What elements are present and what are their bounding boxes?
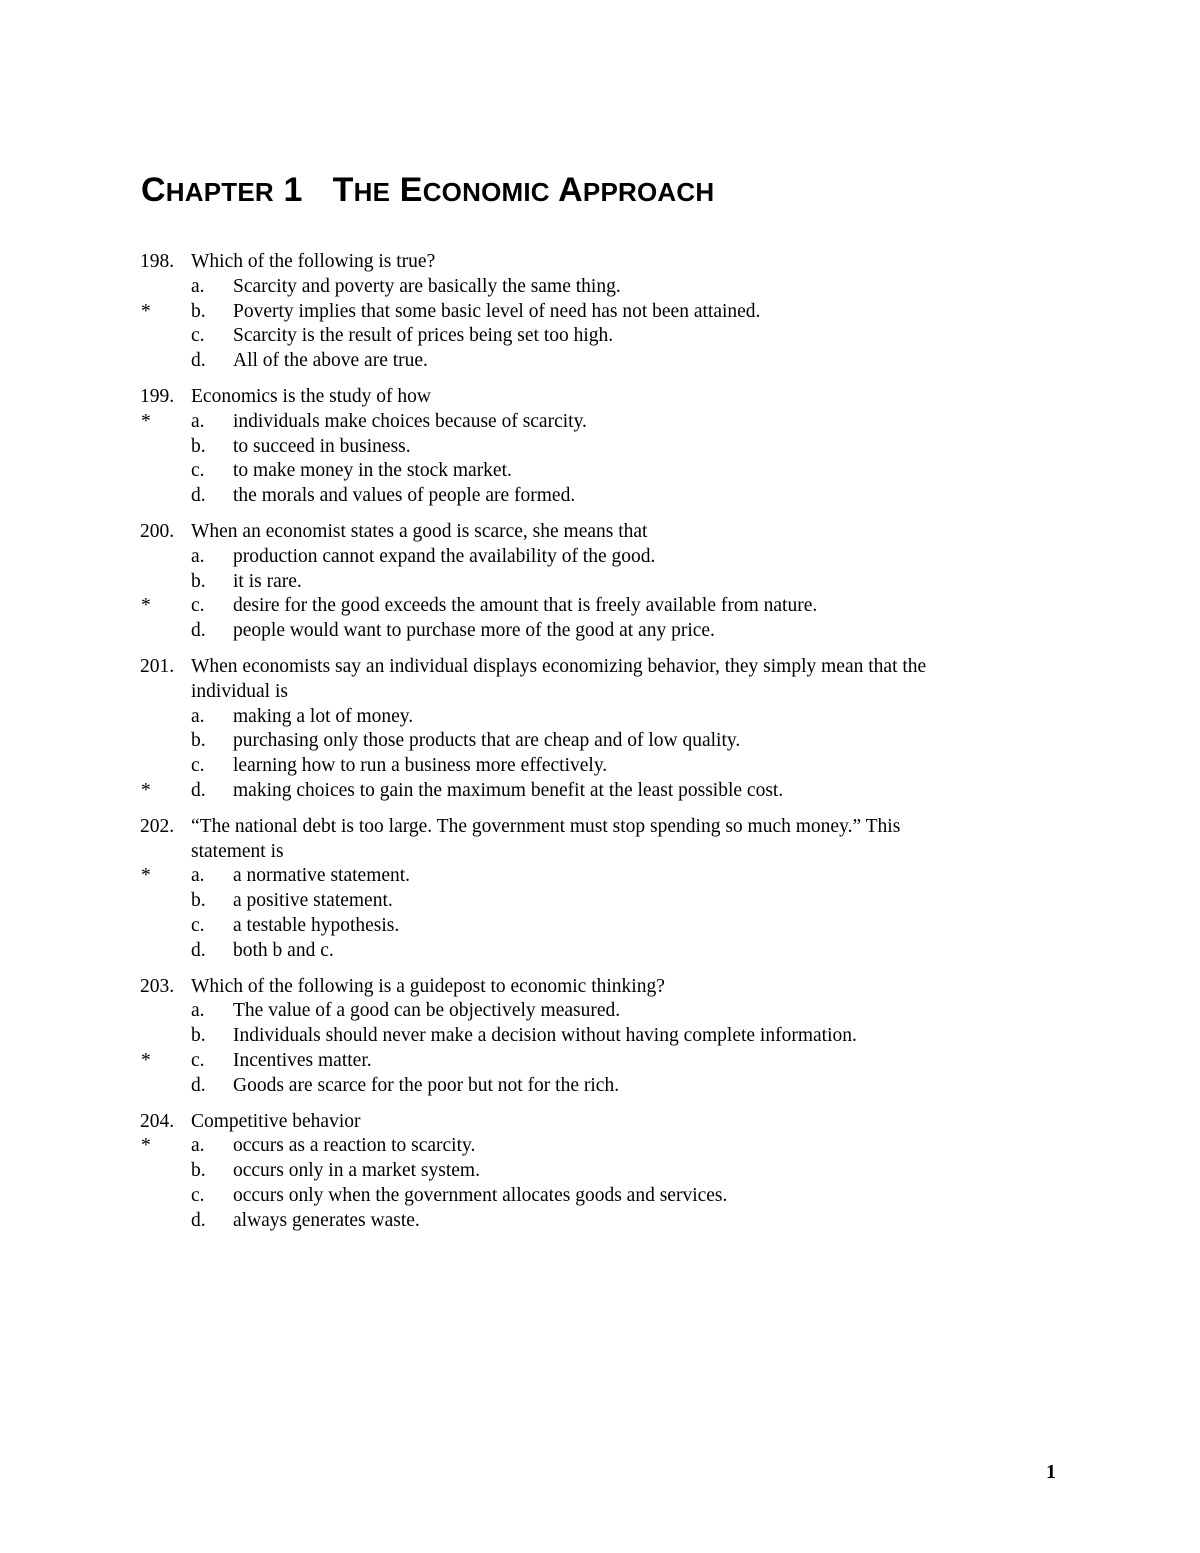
option-letter: a. bbox=[191, 275, 205, 297]
option-letter: b. bbox=[191, 1025, 206, 1047]
option-letter: c. bbox=[191, 460, 205, 482]
option-letter: b. bbox=[191, 890, 206, 912]
question-text: Competitive behavior bbox=[191, 1110, 361, 1132]
option-text: always generates waste. bbox=[233, 1209, 420, 1231]
answer-option bbox=[140, 619, 1040, 644]
question-stem-line bbox=[140, 385, 1040, 410]
question-number: 202. bbox=[140, 815, 175, 837]
option-letter: d. bbox=[191, 779, 206, 801]
question-stem-line bbox=[140, 840, 1040, 865]
option-text: it is rare. bbox=[233, 570, 302, 592]
answer-option bbox=[140, 1184, 1040, 1209]
question-text: When an economist states a good is scarce, she means that bbox=[191, 520, 648, 542]
answer-option bbox=[140, 729, 1040, 754]
answer-option bbox=[140, 999, 1040, 1024]
correct-answer-marker: * bbox=[141, 410, 151, 432]
option-letter: a. bbox=[191, 705, 205, 727]
title-word-rest: PPROACH bbox=[582, 177, 715, 207]
answer-option bbox=[140, 754, 1040, 779]
answer-option bbox=[140, 864, 1040, 889]
option-letter: b. bbox=[191, 435, 206, 457]
option-text: Scarcity and poverty are basically the same thing. bbox=[233, 275, 621, 297]
option-letter: d. bbox=[191, 1209, 206, 1231]
question-item bbox=[140, 975, 1040, 1099]
option-letter: d. bbox=[191, 485, 206, 507]
option-text: learning how to run a business more effectively. bbox=[233, 755, 608, 777]
option-text: Incentives matter. bbox=[233, 1049, 372, 1071]
question-text: statement is bbox=[191, 840, 284, 862]
question-number: 199. bbox=[140, 385, 175, 407]
title-word-initial: T bbox=[332, 171, 354, 209]
title-word-rest: CONOMIC bbox=[422, 177, 550, 207]
question-item bbox=[140, 815, 1040, 964]
option-letter: d. bbox=[191, 1074, 206, 1096]
option-text: Poverty implies that some basic level of need has not been attained. bbox=[233, 300, 761, 322]
answer-option bbox=[140, 435, 1040, 460]
option-letter: d. bbox=[191, 620, 206, 642]
option-text: occurs only in a market system. bbox=[233, 1160, 480, 1182]
answer-option bbox=[140, 705, 1040, 730]
option-text: people would want to purchase more of the good at any price. bbox=[233, 620, 715, 642]
question-text: Which of the following is true? bbox=[191, 251, 436, 272]
question-text: “The national debt is too large. The government must stop spending so much money.” This bbox=[191, 815, 901, 837]
answer-option bbox=[140, 570, 1040, 595]
correct-answer-marker: * bbox=[141, 1049, 151, 1071]
option-text: to succeed in business. bbox=[233, 435, 411, 457]
option-text: making choices to gain the maximum benefit at the least possible cost. bbox=[233, 779, 784, 801]
question-stem-line bbox=[140, 250, 1040, 275]
correct-answer-marker: * bbox=[141, 595, 151, 617]
option-text: The value of a good can be objectively measured. bbox=[233, 1000, 621, 1022]
correct-answer-marker: * bbox=[141, 1135, 151, 1157]
title-word-initial: E bbox=[399, 171, 423, 209]
chapter-word-rest: HAPTER bbox=[165, 177, 274, 207]
page-number: 1 bbox=[1046, 1461, 1056, 1483]
option-letter: c. bbox=[191, 914, 205, 936]
question-text: individual is bbox=[191, 680, 288, 702]
correct-answer-marker: * bbox=[141, 865, 151, 887]
question-item bbox=[140, 655, 1040, 804]
option-letter: c. bbox=[191, 1049, 205, 1071]
option-letter: a. bbox=[191, 1000, 205, 1022]
option-letter: c. bbox=[191, 755, 205, 777]
option-text: a positive statement. bbox=[233, 890, 393, 912]
answer-option bbox=[140, 349, 1040, 374]
question-text: Economics is the study of how bbox=[191, 385, 431, 407]
title-word-rest: HE bbox=[353, 177, 391, 207]
chapter-number: 1 bbox=[283, 171, 303, 209]
option-text: desire for the good exceeds the amount that is freely available from nature. bbox=[233, 595, 818, 617]
answer-option bbox=[140, 1209, 1040, 1234]
option-text: a normative statement. bbox=[233, 865, 411, 887]
option-letter: b. bbox=[191, 730, 206, 752]
question-number: 204. bbox=[140, 1110, 175, 1132]
option-text: production cannot expand the availability of the good. bbox=[233, 545, 656, 567]
correct-answer-marker: * bbox=[141, 300, 151, 322]
option-letter: a. bbox=[191, 865, 205, 887]
chapter-title bbox=[141, 168, 714, 214]
option-letter: c. bbox=[191, 325, 205, 347]
question-item bbox=[140, 520, 1040, 644]
question-stem-line bbox=[140, 680, 1040, 705]
answer-option bbox=[140, 1074, 1040, 1099]
option-text: Goods are scarce for the poor but not for the rich. bbox=[233, 1074, 620, 1096]
option-letter: b. bbox=[191, 1160, 206, 1182]
answer-option bbox=[140, 300, 1040, 325]
question-stem-line bbox=[140, 520, 1040, 545]
option-letter: a. bbox=[191, 1135, 205, 1157]
option-text: Scarcity is the result of prices being set too high. bbox=[233, 325, 614, 347]
option-text: Individuals should never make a decision without having complete information. bbox=[233, 1025, 857, 1047]
answer-option bbox=[140, 939, 1040, 964]
answer-option bbox=[140, 410, 1040, 435]
question-stem-line bbox=[140, 1110, 1040, 1135]
option-letter: a. bbox=[191, 410, 205, 432]
option-letter: d. bbox=[191, 939, 206, 961]
answer-option bbox=[140, 275, 1040, 300]
option-letter: d. bbox=[191, 350, 206, 372]
question-item bbox=[140, 385, 1040, 509]
question-number: 203. bbox=[140, 975, 175, 997]
option-letter: c. bbox=[191, 595, 205, 617]
option-text: All of the above are true. bbox=[233, 350, 428, 372]
question-text: Which of the following is a guidepost to economic thinking? bbox=[191, 975, 665, 997]
answer-option bbox=[140, 889, 1040, 914]
question-list bbox=[140, 250, 1040, 1244]
question-stem-line bbox=[140, 655, 1040, 680]
option-text: purchasing only those products that are cheap and of low quality. bbox=[233, 730, 741, 752]
answer-option bbox=[140, 914, 1040, 939]
answer-option bbox=[140, 779, 1040, 804]
question-stem-line bbox=[140, 975, 1040, 1000]
question-stem-line bbox=[140, 815, 1040, 840]
option-text: making a lot of money. bbox=[233, 705, 414, 727]
option-letter: b. bbox=[191, 300, 206, 322]
answer-option bbox=[140, 484, 1040, 509]
answer-option bbox=[140, 1049, 1040, 1074]
question-number: 200. bbox=[140, 520, 175, 542]
option-letter: c. bbox=[191, 1184, 205, 1206]
answer-option bbox=[140, 1024, 1040, 1049]
option-letter: b. bbox=[191, 570, 206, 592]
answer-option bbox=[140, 594, 1040, 619]
correct-answer-marker: * bbox=[141, 779, 151, 801]
answer-option bbox=[140, 324, 1040, 349]
option-text: both b and c. bbox=[233, 939, 334, 961]
question-number: 201. bbox=[140, 655, 175, 677]
answer-option bbox=[140, 459, 1040, 484]
option-text: a testable hypothesis. bbox=[233, 914, 400, 936]
question-text: When economists say an individual displays economizing behavior, they simply mean that the bbox=[191, 655, 927, 677]
option-text: occurs only when the government allocates goods and services. bbox=[233, 1184, 728, 1206]
chapter-word-initial: C bbox=[141, 171, 166, 209]
answer-option bbox=[140, 1159, 1040, 1184]
question-number: 198. bbox=[140, 251, 175, 272]
answer-option bbox=[140, 545, 1040, 570]
option-letter: a. bbox=[191, 545, 205, 567]
question-item bbox=[140, 1110, 1040, 1234]
answer-option bbox=[140, 1134, 1040, 1159]
option-text: occurs as a reaction to scarcity. bbox=[233, 1135, 476, 1157]
option-text: the morals and values of people are formed. bbox=[233, 485, 576, 507]
title-word-initial: A bbox=[558, 171, 583, 209]
option-text: individuals make choices because of scarcity. bbox=[233, 410, 587, 432]
option-text: to make money in the stock market. bbox=[233, 460, 512, 482]
question-item bbox=[140, 250, 1040, 374]
